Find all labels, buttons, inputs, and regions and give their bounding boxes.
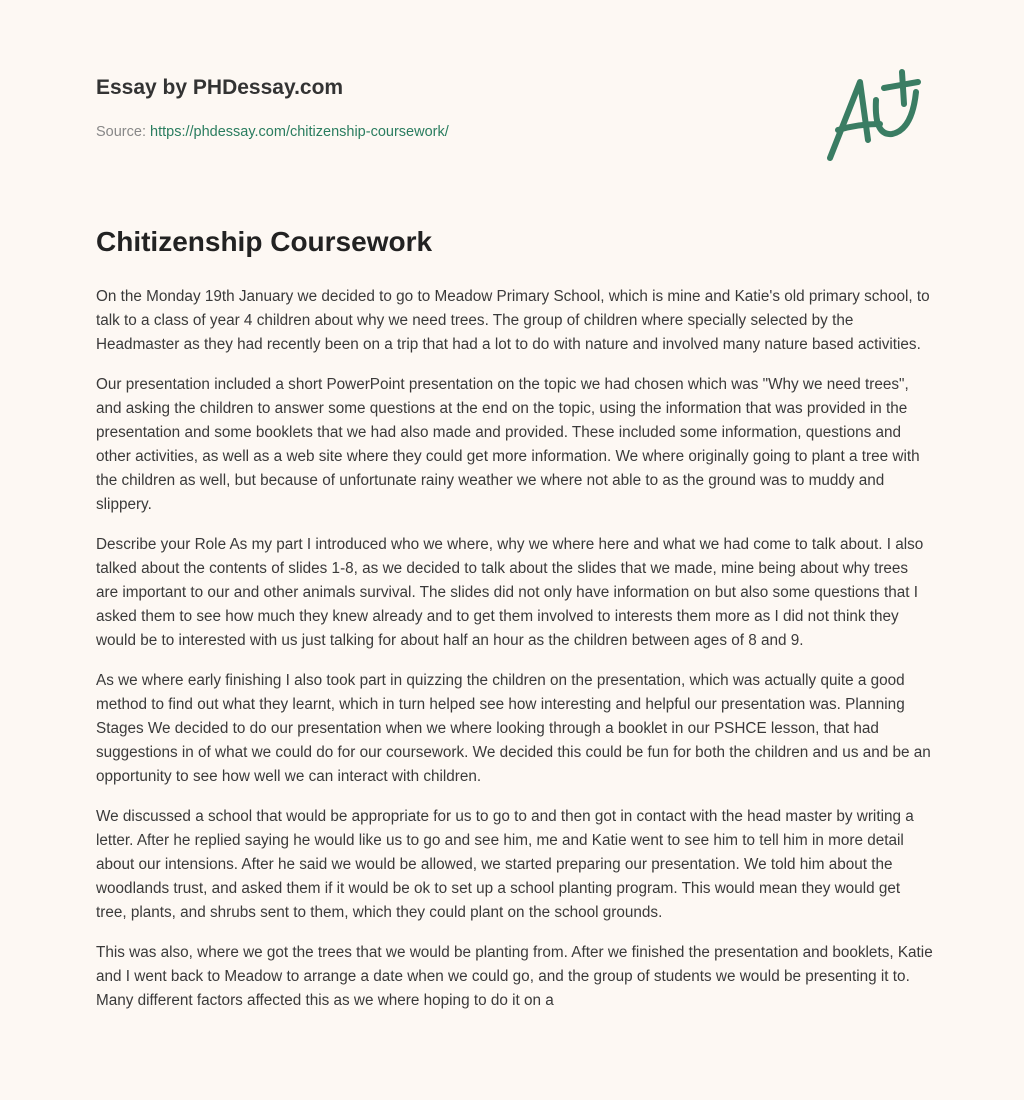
source-label: Source: <box>96 124 146 140</box>
essay-title: Chitizenship Coursework <box>96 226 433 257</box>
source-line <box>96 124 449 140</box>
header <box>0 0 1024 200</box>
essay-paragraph: Our presentation included a short PowerPoint presentation on the topic we had chosen which was "Why we need trees", and asking the children to answer some questions at the end on the topic, using the information that was provided in the presentation and some booklets that we had also made and provided. These included some information, questions and other activities, as well as a web site where they could get more information. We where originally going to plant a tree with the children as well, but because of unfortunate rainy weather we where not able to as the ground was to muddy and slippery. <box>96 376 920 513</box>
essay-paragraph: On the Monday 19th January we decided to go to Meadow Primary School, which is mine and Katie's old primary school, to talk to a class of year 4 children about why we need trees. The group of children where specially selected by the Headmaster as they had recently been on a trip that had a lot to do with nature and involved many nature based activities. <box>96 288 930 353</box>
essay-paragraph: As we where early finishing I also took part in quizzing the children on the presentation, which was actually quite a good method to find out what they learnt, which in turn helped see how interesting and helpful our presentation was. Planning Stages We decided to do our presentation when we where looking through a booklet in our PSHCE lesson, that had suggestions in of what we could do for our coursework. We decided this could be fun for both the children and us and be an opportunity to see how well we can interact with children. <box>96 672 931 785</box>
essay-body <box>96 285 934 1029</box>
essay-paragraph: Describe your Role As my part I introduced who we where, why we where here and what we had come to talk about. I also talked about the contents of slides 1-8, as we decided to talk about the slides that we made, mine being about why trees are important to our and other animals survival. The slides did not only have information on but also some questions that I asked them to see how much they knew already and to get them involved to interests them more as I did not think they would be to interested with us just talking for about half an hour as the children between ages of 8 and 9. <box>96 536 924 649</box>
essay-paragraph: We discussed a school that would be appropriate for us to go to and then got in contact with the head master by writing a letter. After he replied saying he would like us to go and see him, me and Katie went to see him to tell him in more detail about our intensions. After he said we would be allowed, we started preparing our presentation. We told him about the woodlands trust, and asked them if it would be ok to set up a school planting program. This would mean they would get tree, plants, and shrubs sent to them, which they could plant on the school grounds. <box>96 808 914 921</box>
essay-paragraph: This was also, where we got the trees that we would be planting from. After we finished the presentation and booklets, Katie and I went back to Meadow to arrange a date when we could go, and the group of students we would be presenting it to. Many different factors affected this as we where hoping to do it on a <box>96 944 933 1009</box>
a-plus-logo-icon <box>818 68 928 164</box>
site-title: Essay by PHDessay.com <box>96 76 344 99</box>
source-link[interactable]: https://phdessay.com/chitizenship-coursework/ <box>150 124 449 140</box>
